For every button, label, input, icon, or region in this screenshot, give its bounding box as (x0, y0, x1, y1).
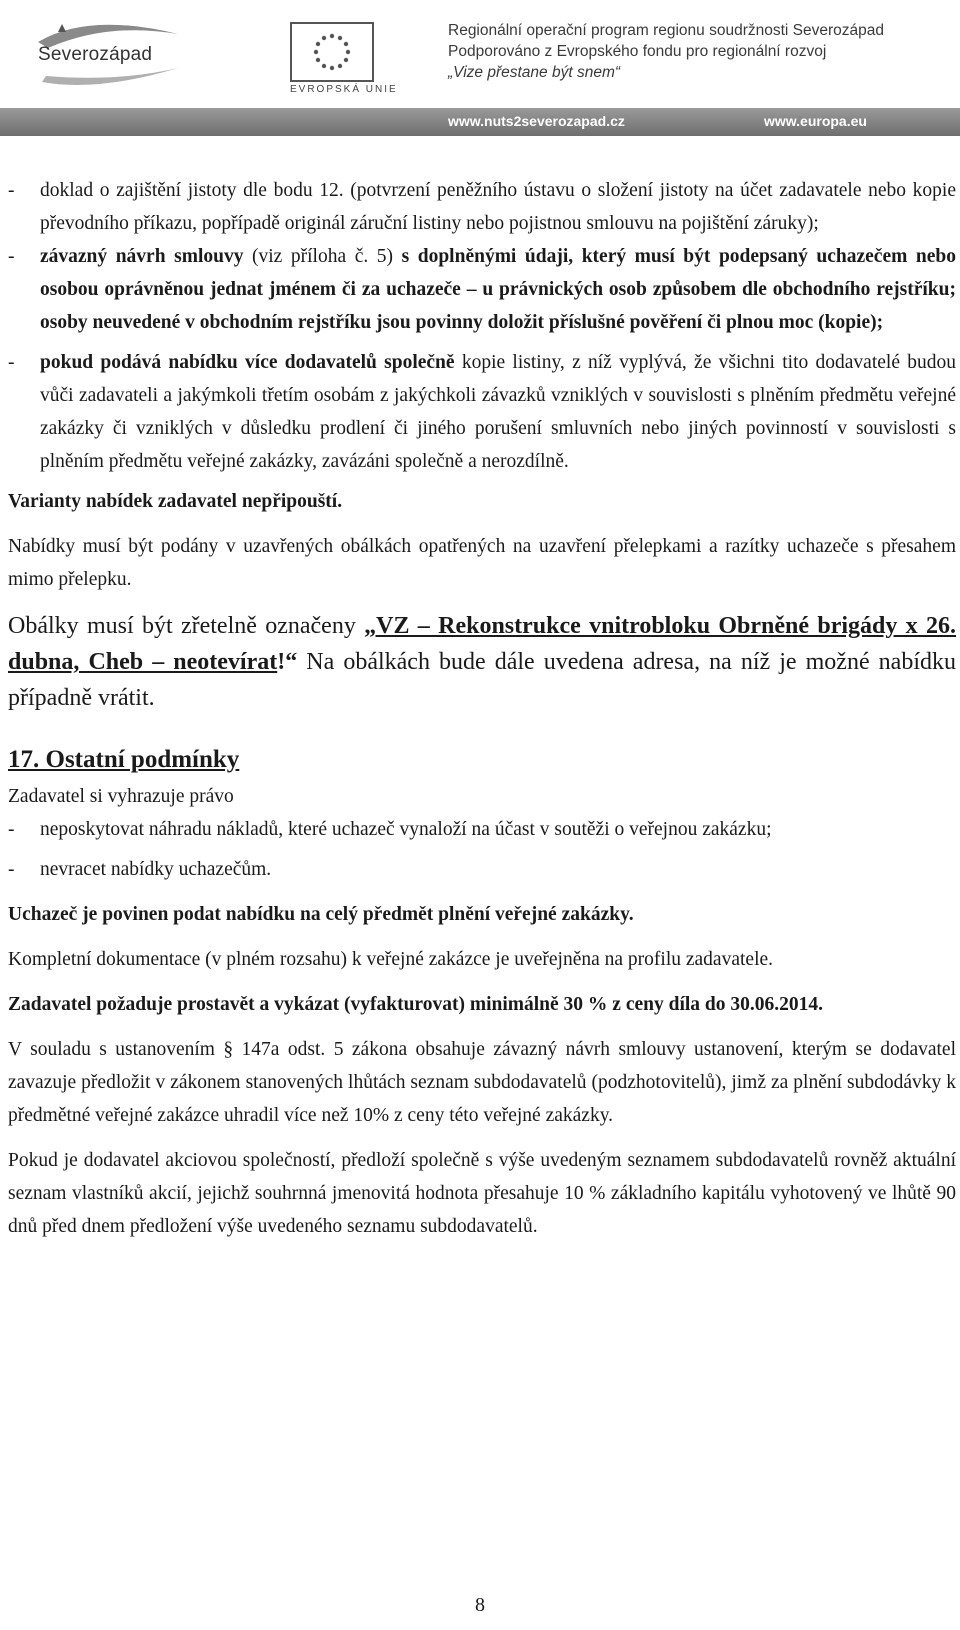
joint-stock-paragraph: Pokud je dodavatel akciovou společností, předloží společně s výše uvedeným seznamem subdodavatelů rovněž aktuální seznam vlastníků akcií, jejichž souhrnná jmenovitá hodnota přesahuje 10 % základního kapitálu vyhotovený ve lhůtě 90 dnů před dnem předložení výše uvedeného seznamu subdodavatelů. (8, 1150, 956, 1237)
variants-text: Varianty nabídek zadavatel nepřipouští. (8, 491, 343, 512)
section-intro: Zadavatel si vyhrazuje právo (8, 786, 234, 807)
documentation-paragraph: Kompletní dokumentace (v plném rozsahu) k veřejné zakázce je uveřejněna na profilu zadavatele. (8, 949, 774, 970)
item-contract-draft (40, 240, 956, 339)
obligation-text: Uchazeč je povinen podat nabídku na celý předmět plnění veřejné zakázky. (8, 904, 634, 925)
marking-post: Na obálkách bude dále uvedena adresa, na níž je možné nabídku případně vrátit. (8, 649, 956, 711)
list-item (8, 240, 956, 339)
list-dash: - (8, 819, 15, 840)
program-line-2: Podporováno z Evropského fondu pro regionální rozvoj (448, 43, 827, 60)
list-item (8, 813, 956, 846)
right-no-return: nevracet nabídky uchazečům. (40, 859, 272, 880)
contract-annex-ref: (viz příloha č. 5) (243, 246, 402, 267)
program-info (448, 20, 884, 83)
variants-statement (8, 485, 956, 518)
list-item (8, 853, 956, 886)
url-nuts2[interactable]: www.nuts2severozapad.cz (448, 113, 625, 129)
page-number: 8 (475, 1594, 485, 1616)
list-item (8, 174, 956, 240)
invoicing-statement (8, 988, 956, 1021)
program-line-1: Regionální operační program regionu soudržnosti Severozápad (448, 22, 884, 39)
marking-pre: Obálky musí být zřetelně označeny (8, 613, 365, 639)
document-body (8, 174, 956, 1243)
marking-excl: !“ (277, 649, 298, 675)
url-europa[interactable]: www.europa.eu (764, 113, 867, 129)
item-joint-bid (40, 346, 956, 478)
list-dash: - (8, 180, 15, 201)
marking-label: „VZ – Rekonstrukce vnitrobloku Obrněné brigády x 26. dubna, Cheb – neotevírat (8, 613, 956, 675)
joint-bid-label: pokud podává nabídku více dodavatelů společně (40, 352, 455, 373)
program-motto: „Vize přestane být snem“ (448, 64, 621, 81)
right-no-compensation: neposkytovat náhradu nákladů, které uchazeč vynaloží na účast v soutěži o veřejnou zakázku; (40, 819, 772, 840)
envelopes-paragraph: Nabídky musí být podány v uzavřených obálkách opatřených na uzavření přelepkami a razítky uchazeče s přesahem mimo přelepku. (8, 536, 956, 590)
joint-bid-text: kopie listiny, z níž vyplývá, že všichni tito dodavatelé budou vůči zadavateli a jakýmkoli třetím osobám z jakýchkoli závazků vzniklých v souvislosti s plněním předmětu veřejné zakázky či vzniklých v důsledku prodlení či jiného porušení smluvních nebo jiných povinností v souvislosti s plněním předmětu veřejné zakázky, zavázáni společně a nerozdílně. (40, 352, 956, 472)
logo-text: Severozápad (38, 44, 153, 65)
list-dash: - (8, 859, 15, 880)
eu-label: EVROPSKÁ UNIE (290, 84, 398, 95)
obligation-statement (8, 898, 956, 931)
marking-paragraph (8, 608, 956, 716)
section-heading: 17. Ostatní podmínky (8, 746, 240, 773)
item-guarantee: doklad o zajištění jistoty dle bodu 12. (potvrzení peněžního ústavu o složení jistoty na účet zadavatele nebo kopie převodního příkazu, popřípadě originál záruční listiny nebo pojistnou smlouvu na pojištění záruky); (40, 180, 956, 234)
eu-flag-icon (290, 22, 374, 82)
invoicing-text: Zadavatel požaduje prostavět a vykázat (vyfakturovat) minimálně 30 % z ceny díla do 30.06.2014. (8, 994, 824, 1015)
list-dash: - (8, 246, 15, 267)
header-banner (0, 0, 960, 138)
subcontractors-paragraph: V souladu s ustanovením § 147a odst. 5 zákona obsahuje závazný návrh smlouvy ustanovení, kterým se dodavatel zavazuje předložit v zákonem stanovených lhůtách seznam subdodavatelů (podzhotovitelů), jimž za plnění subdodávky k předmětné veřejné zakázce uhradil více než 10% z ceny této veřejné zakázky. (8, 1039, 956, 1126)
contract-draft-label: závazný návrh smlouvy (40, 246, 244, 267)
list-item (8, 346, 956, 478)
list-dash: - (8, 352, 15, 373)
contract-draft-requirements: s doplněnými údaji, který musí být podepsaný uchazečem nebo osobou oprávněnou jednat jménem či za uchazeče – u právnických osob způsobem dle obchodního rejstříku; osoby neuvedené v obchodním rejstříku jsou povinny doložit příslušné pověření či plnou moc (kopie); (40, 246, 956, 333)
